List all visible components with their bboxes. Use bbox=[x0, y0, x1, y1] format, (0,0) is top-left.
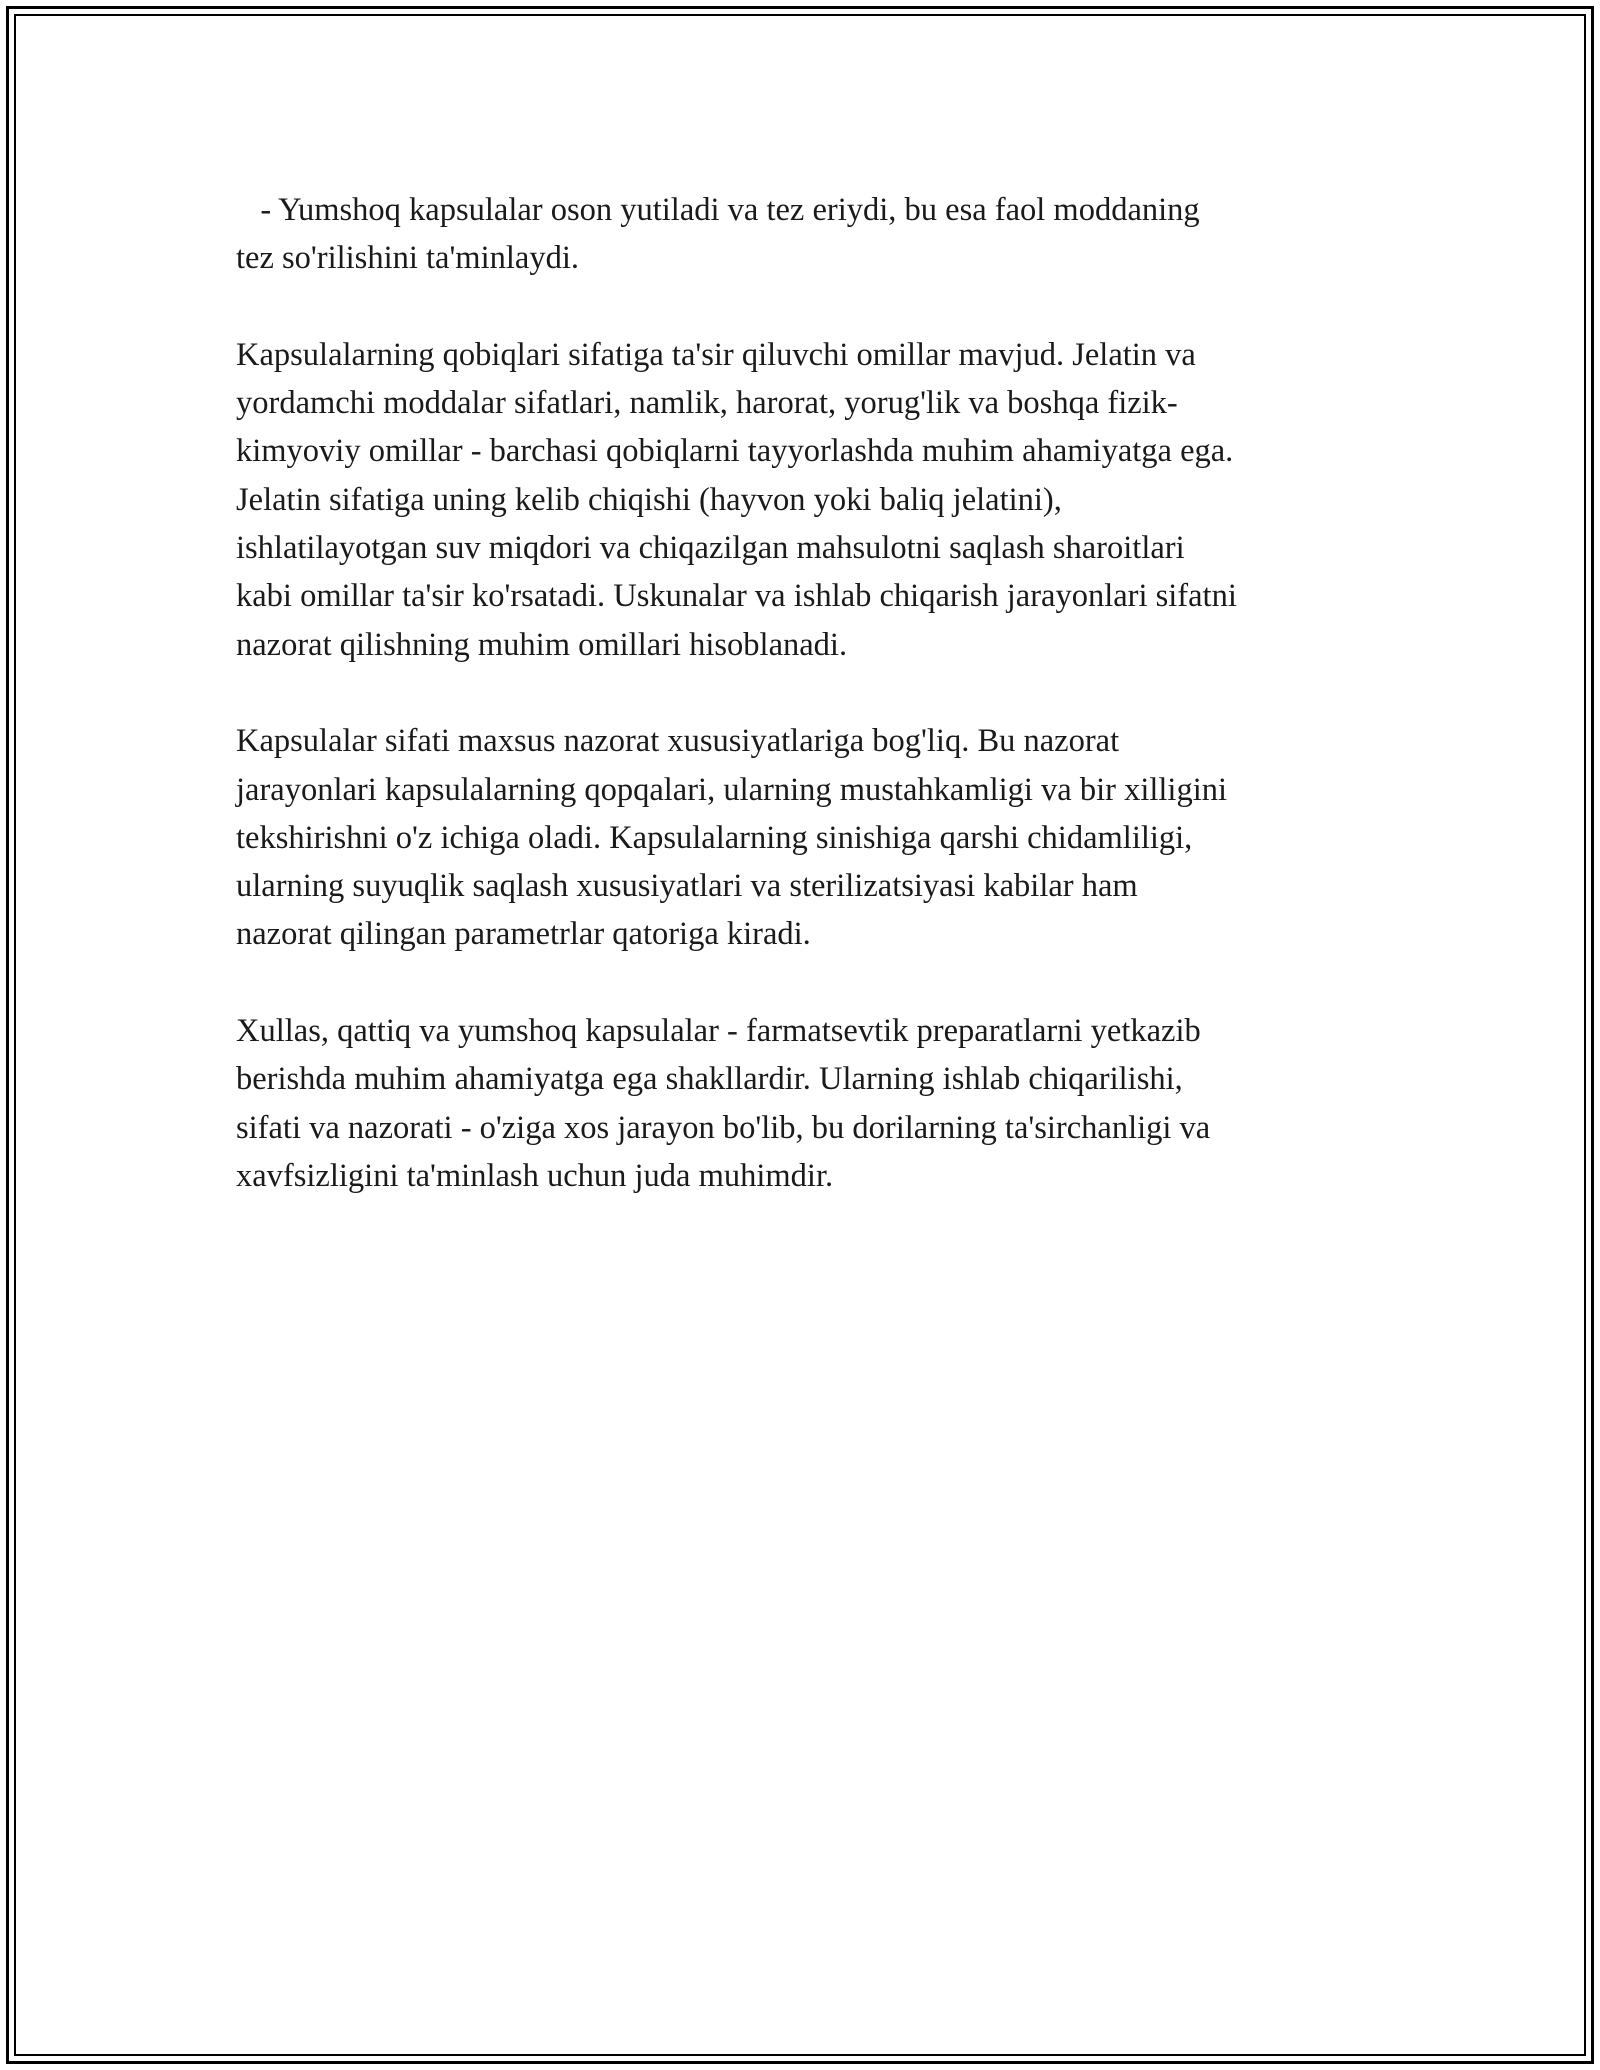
paragraph-quality-control: Kapsulalar sifati maxsus nazorat xususiyatlariga bog'liq. Bu nazorat jarayonlari kapsulalarning qopqalari, ularning mustahkamligi va bir xilligini tekshirishni o'z ichiga oladi. Kapsulalarning sinishiga qarshi chidamliligi, ularning suyuqlik saqlash xususiyatlari va sterilizatsiyasi kabilar ham nazorat qilingan parametrlar qatoriga kiradi. bbox=[236, 723, 1228, 953]
paragraph-shell-quality-factors: Kapsulalarning qobiqlari sifatiga ta'sir qiluvchi omillar mavjud. Jelatin va yordamchi moddalar sifatlari, namlik, harorat, yorug'lik va boshqa fizik- kimyoviy omillar - barchasi qobiqlarni tayyorlashda muhim ahamiyatga ega. Jelatin sifatiga uning kelib chiqishi (hayvon yoki baliq jelatini), ishlatilayotgan suv miqdori va chiqazilgan mahsulotni saqlash sharoitlari kabi omillar ta'sir ko'rsatadi. Uskunalar va ishlab chiqarish jarayonlari sifatni nazorat qilishning muhim omillari hisoblanadi. bbox=[236, 336, 1237, 663]
document-body bbox=[236, 186, 1376, 1200]
paragraph-soft-capsules-benefit: - Yumshoq kapsulalar oson yutiladi va tez eriydi, bu esa faol moddaning tez so'rilishini ta'minlaydi. bbox=[236, 192, 1200, 277]
paragraph-conclusion: Xullas, qattiq va yumshoq kapsulalar - farmatsevtik preparatlarni yetkazib berishda muhim ahamiyatga ega shakllardir. Ularning ishlab chiqarilishi, sifati va nazorati - o'ziga xos jarayon bo'lib, bu dorilarning ta'sirchanligi va xavfsizligini ta'minlash uchun juda muhimdir. bbox=[236, 1013, 1211, 1194]
